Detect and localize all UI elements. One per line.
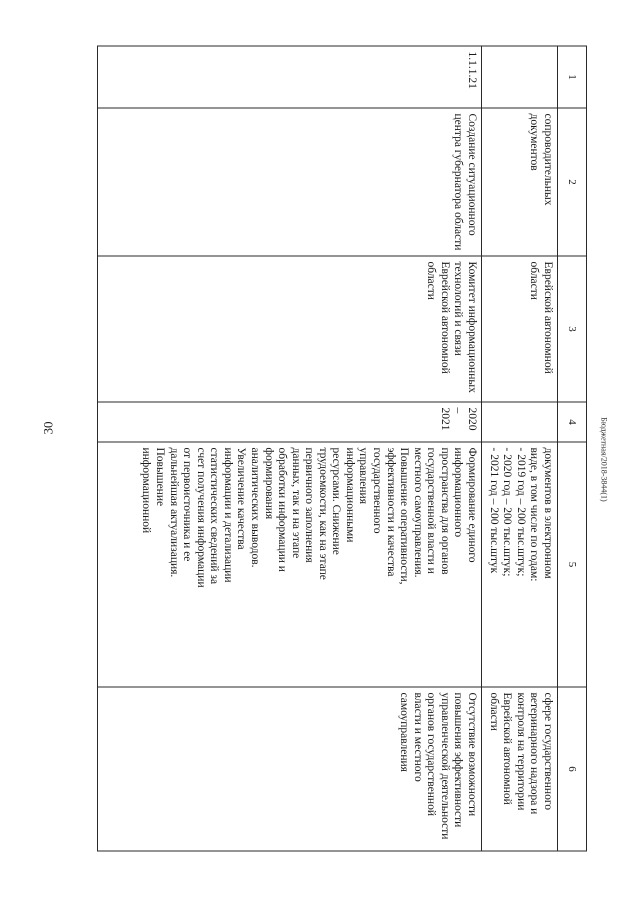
cell-number: 1.1.1.21 — [98, 46, 482, 108]
cell-period — [482, 402, 558, 442]
cell-expected-result: Формирование единого информационного пространства для органов государственной власти и местного самоуправления. Повышение оперативности, эффективности и качества государственного управления информационными ресурсами. Снижение трудоемкости, как на этапе первичного заполнения данных, так и на этапе обработки информации и формирования аналитических выводов. Увеличение качества информации и детализации статистических сведений за счет получения информации от первоисточника и ее дальнейшая актуализация. Повышение информационной — [98, 442, 482, 687]
cell-period: 2020 – 2021 — [98, 402, 482, 442]
cell-risk: сфере государственного ветеринарного надзора и контроля на территории Еврейской автономной области — [482, 687, 558, 851]
header-col-3: 3 — [558, 256, 587, 402]
cell-measure-name: сопроводительных документов — [482, 108, 558, 256]
table-row — [482, 46, 558, 851]
table-area — [97, 45, 587, 850]
document-code: Бюджетная/2018-3844(1) — [599, 417, 609, 502]
header-col-5: 5 — [558, 442, 587, 687]
table-header-row — [558, 46, 587, 851]
page-number: 30 — [40, 421, 56, 435]
header-col-1: 1 — [558, 46, 587, 108]
cell-executor: Еврейской автономной области — [482, 256, 558, 402]
cell-expected-result: документов в электронном виде, в том числе по годам: - 2019 год – 200 тыс.штук; - 2020 год – 200 тыс.штук; - 2021 год – 200 тыс.штук — [482, 442, 558, 687]
header-col-6: 6 — [558, 687, 587, 851]
measures-table — [97, 45, 587, 851]
cell-number — [482, 46, 558, 108]
header-col-4: 4 — [558, 402, 587, 442]
rotated-table-wrapper — [97, 45, 587, 850]
header-col-2: 2 — [558, 108, 587, 256]
cell-risk: Отсутствие возможности повышения эффективности управленческой деятельности органов государственной власти и местного самоуправления — [98, 687, 482, 851]
cell-executor: Комитет информационных технологий и связи Еврейской автономной области — [98, 256, 482, 402]
table-row — [98, 46, 482, 851]
cell-measure-name: Создание ситуационного центра губернатора области — [98, 108, 482, 256]
